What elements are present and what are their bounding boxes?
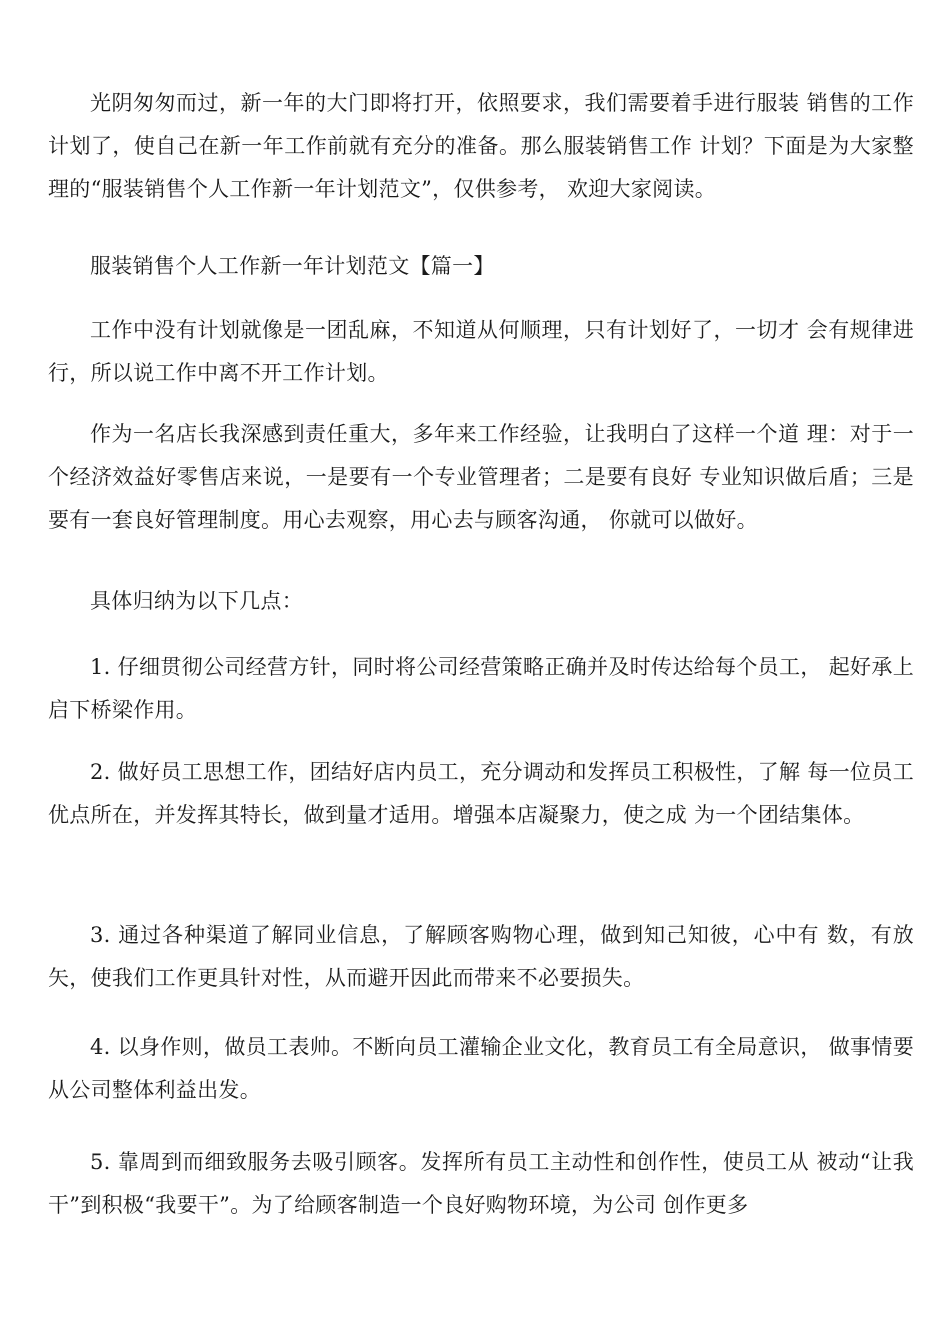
intro-paragraph: 光阴匆匆而过，新一年的大门即将打开，依照要求，我们需要着手进行服装 销售的工作计划了，使自己在新一年工作前就有充分的准备。那么服装销售工作 计划？下面是为大家整理的“服装销售个人工作新一年计划范文”，仅供参考， 欢迎大家阅读。 [48, 91, 914, 201]
section-heading: 服装销售个人工作新一年计划范文【篇一】 [90, 254, 495, 278]
list-item-5: 5. 靠周到而细致服务去吸引顾客。发挥所有员工主动性和创作性，使员工从 被动“让我干”到积极“我要干”。为了给顾客制造一个良好购物环境，为公司 创作更多 [48, 1150, 914, 1217]
list-item-2: 2. 做好员工思想工作，团结好店内员工，充分调动和发挥员工积极性，了解 每一位员工优点所在，并发挥其特长，做到量才适用。增强本店凝聚力，使之成 为一个团结集体。 [48, 760, 914, 827]
list-item-3: 3. 通过各种渠道了解同业信息，了解顾客购物心理，做到知己知彼，心中有 数，有放矢，使我们工作更具针对性，从而避开因此而带来不必要损失。 [48, 923, 914, 990]
list-item-4: 4. 以身作则，做员工表帅。不断向员工灌输企业文化，教育员工有全局意识， 做事情要从公司整体利益出发。 [48, 1035, 914, 1102]
paragraph-plan-importance: 工作中没有计划就像是一团乱麻，不知道从何顺理，只有计划好了，一切才 会有规律进行，所以说工作中离不开工作计划。 [48, 318, 914, 385]
paragraph-store-manager: 作为一名店长我深感到责任重大，多年来工作经验，让我明白了这样一个道 理：对于一个经济效益好零售店来说，一是要有一个专业管理者；二是要有良好 专业知识做后盾；三是要有一套良好管理制度。用心去观察，用心去与顾客沟通， 你就可以做好。 [48, 422, 914, 532]
paragraph-summary-intro: 具体归纳为以下几点： [90, 589, 303, 613]
list-item-1: 1. 仔细贯彻公司经营方针，同时将公司经营策略正确并及时传达给每个员工， 起好承上启下桥梁作用。 [48, 655, 914, 722]
